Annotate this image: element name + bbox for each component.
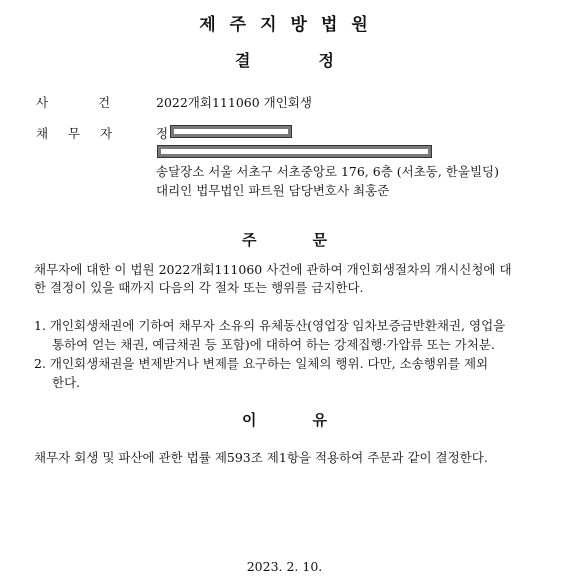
- order-item-2-line1: 2. 개인회생채권을 변제받거나 변제를 요구하는 일체의 행위. 다만, 소송행위를 제외: [34, 356, 489, 371]
- debtor-label-char: 자: [100, 126, 113, 141]
- service-address: 송달장소 서울 서초구 서초중앙로 176, 6층 (서초동, 한울빌딩): [156, 164, 499, 179]
- order-item-2-line2: 한다.: [52, 375, 81, 390]
- order-heading-char: 문: [312, 231, 327, 249]
- debtor-label: [36, 124, 132, 142]
- court-title-char: 제: [199, 15, 218, 35]
- reason-heading: [0, 409, 569, 430]
- court-title-char: 법: [320, 15, 340, 35]
- document-type-char: 정: [318, 51, 334, 70]
- court-title-char: 원: [351, 15, 370, 35]
- court-title-char: 지: [260, 15, 279, 35]
- redacted-debtor-address: [157, 145, 432, 158]
- court-title-char: 주: [229, 15, 249, 35]
- court-title-char: 방: [290, 15, 309, 35]
- case-label-char: 사: [36, 95, 49, 110]
- debtor-label-char: 채: [36, 126, 49, 141]
- document-type-title: [0, 48, 569, 71]
- reason-heading-char: 이: [242, 411, 257, 429]
- order-heading: [0, 229, 569, 250]
- court-title: [0, 10, 569, 35]
- case-label-char: 건: [98, 95, 111, 110]
- debtor-label-char: 무: [68, 126, 81, 141]
- order-intro-line2: 한 결정이 있을 때까지 다음의 각 절차 또는 행위를 금지한다.: [34, 280, 364, 295]
- case-number: 2022개회111060 개인회생: [156, 95, 312, 110]
- order-item-1-line1: 1. 개인회생채권에 기하여 채무자 소유의 유체동산(영업장 임차보증금반환채권, 영업을: [34, 318, 506, 333]
- case-label: [36, 93, 130, 111]
- order-intro-line1: 채무자에 대한 이 법원 2022개회111060 사건에 관하여 개인회생절차의 개시신청에 대: [34, 262, 512, 277]
- order-heading-char: 주: [242, 231, 257, 249]
- decision-date: 2023. 2. 10.: [246, 559, 323, 574]
- document-type-char: 결: [235, 51, 251, 70]
- reason-heading-char: 유: [312, 411, 327, 429]
- representative: 대리인 법무법인 파트원 담당변호사 최홍준: [156, 183, 390, 198]
- order-item-1-line2: 통하여 얻는 채권, 예금채권 등 포함)에 대하여 하는 강제집행·가압류 또는 가처분.: [52, 337, 495, 352]
- debtor-name-prefix: 정: [156, 126, 169, 141]
- reason-text: 채무자 회생 및 파산에 관한 법률 제593조 제1항을 적용하여 주문과 같이 결정한다.: [34, 450, 488, 465]
- redacted-debtor-name: [170, 125, 292, 138]
